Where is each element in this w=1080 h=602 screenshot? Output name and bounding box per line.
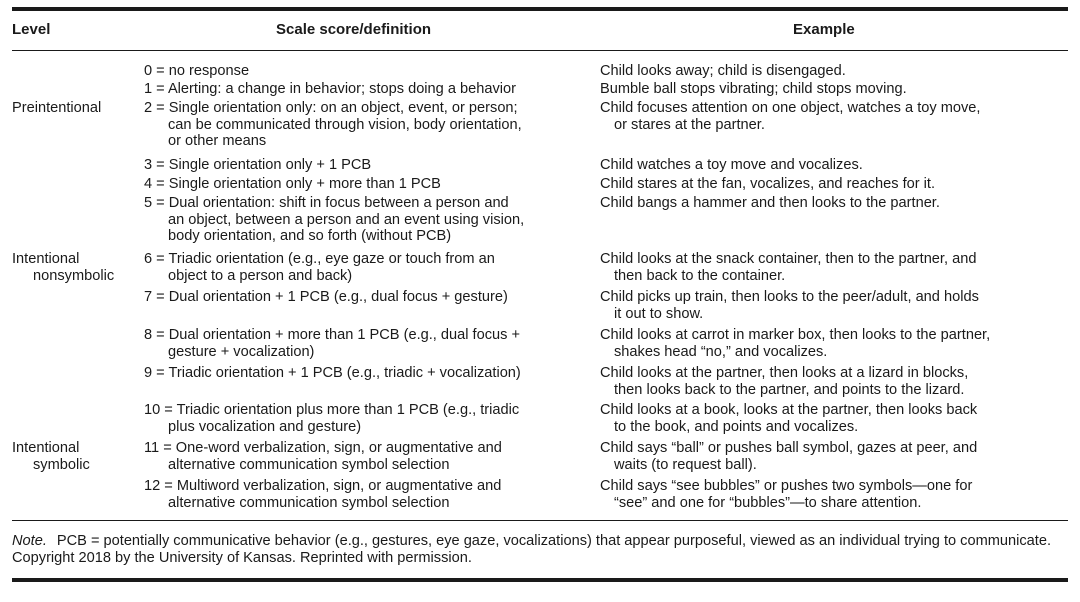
level-label: Intentional [12,251,80,267]
score-definition: 4 = Single orientation only + more than 1 PCB [144,176,441,192]
example-text: or stares at the partner. [614,116,765,133]
example-text: Child looks away; child is disengaged. [600,63,846,79]
example-text: Child looks at the snack container, then to the partner, and [600,251,977,267]
example-text: Child says “ball” or pushes ball symbol, gazes at peer, and [600,440,978,456]
table-top-rule [12,7,1068,11]
example-text: Child stares at the fan, vocalizes, and reaches for it. [600,176,936,192]
score-definition: 12 = Multiword verbalization, sign, or augmentative and [144,478,502,494]
level-label: symbolic [33,456,90,473]
score-definition: alternative communication symbol selection [168,456,450,473]
header-rule [12,50,1068,51]
score-definition: 10 = Triadic orientation plus more than 1 PCB (e.g., triadic [144,402,520,418]
example-text: Child looks at carrot in marker box, then looks to the partner, [600,327,991,343]
header-level: Level [12,21,51,38]
score-definition: 7 = Dual orientation + 1 PCB (e.g., dual focus + gesture) [144,289,508,305]
note-rule [12,520,1068,521]
example-text: it out to show. [614,305,704,322]
example-text: waits (to request ball). [614,456,757,473]
score-definition: plus vocalization and gesture) [168,418,362,435]
score-definition: 8 = Dual orientation + more than 1 PCB (e.g., dual focus + [144,327,521,343]
score-definition: body orientation, and so forth (without PCB) [168,228,452,245]
example-text: Child picks up train, then looks to the peer/adult, and holds [600,289,979,305]
example-text: Child says “see bubbles” or pushes two symbols—one for [600,478,973,494]
score-definition: 0 = no response [144,63,250,79]
example-text: Child looks at the partner, then looks at a lizard in blocks, [600,365,969,381]
note-text: PCB = potentially communicative behavior (e.g., gestures, eye gaze, vocalizations) that appear purposeful, viewed as an individual trying to communicate. Copyright 2018 by the University of Kansas. Reprinted with permission. [12,533,1052,567]
example-text: to the book, and points and vocalizes. [614,418,859,435]
example-text: Child looks at a book, looks at the partner, then looks back [600,402,978,418]
example-text: “see” and one for “bubbles”—to share attention. [614,494,922,511]
example-text: Child bangs a hammer and then looks to the partner. [600,195,940,211]
score-definition: 9 = Triadic orientation + 1 PCB (e.g., triadic + vocalization) [144,365,521,381]
score-definition: can be communicated through vision, body orientation, [168,116,522,133]
level-label: nonsymbolic [33,267,115,284]
score-definition: or other means [168,133,267,150]
score-definition: object to a person and back) [168,267,353,284]
example-text: then back to the container. [614,267,786,284]
example-text: shakes head “no,” and vocalizes. [614,343,828,360]
table-bottom-rule [12,578,1068,582]
score-definition: alternative communication symbol selection [168,494,450,511]
example-text: then looks back to the partner, and points to the lizard. [614,381,965,398]
level-label: Preintentional [12,100,102,116]
table-note [12,533,1062,568]
level-label: Intentional [12,440,80,456]
note-label: Note. [12,533,47,549]
score-definition: 11 = One-word verbalization, sign, or augmentative and [144,440,502,456]
example-text: Bumble ball stops vibrating; child stops moving. [600,81,907,97]
example-text: Child focuses attention on one object, watches a toy move, [600,100,981,116]
score-definition: 2 = Single orientation only: on an object, event, or person; [144,100,518,116]
header-score: Scale score/definition [276,21,432,38]
score-definition: 6 = Triadic orientation (e.g., eye gaze or touch from an [144,251,495,267]
score-definition: an object, between a person and an event using vision, [168,211,525,228]
score-definition: 3 = Single orientation only + 1 PCB [144,157,372,173]
score-definition: 1 = Alerting: a change in behavior; stops doing a behavior [144,81,516,97]
header-example: Example [793,21,855,38]
score-definition: gesture + vocalization) [168,343,315,360]
example-text: Child watches a toy move and vocalizes. [600,157,863,173]
score-definition: 5 = Dual orientation: shift in focus between a person and [144,195,509,211]
